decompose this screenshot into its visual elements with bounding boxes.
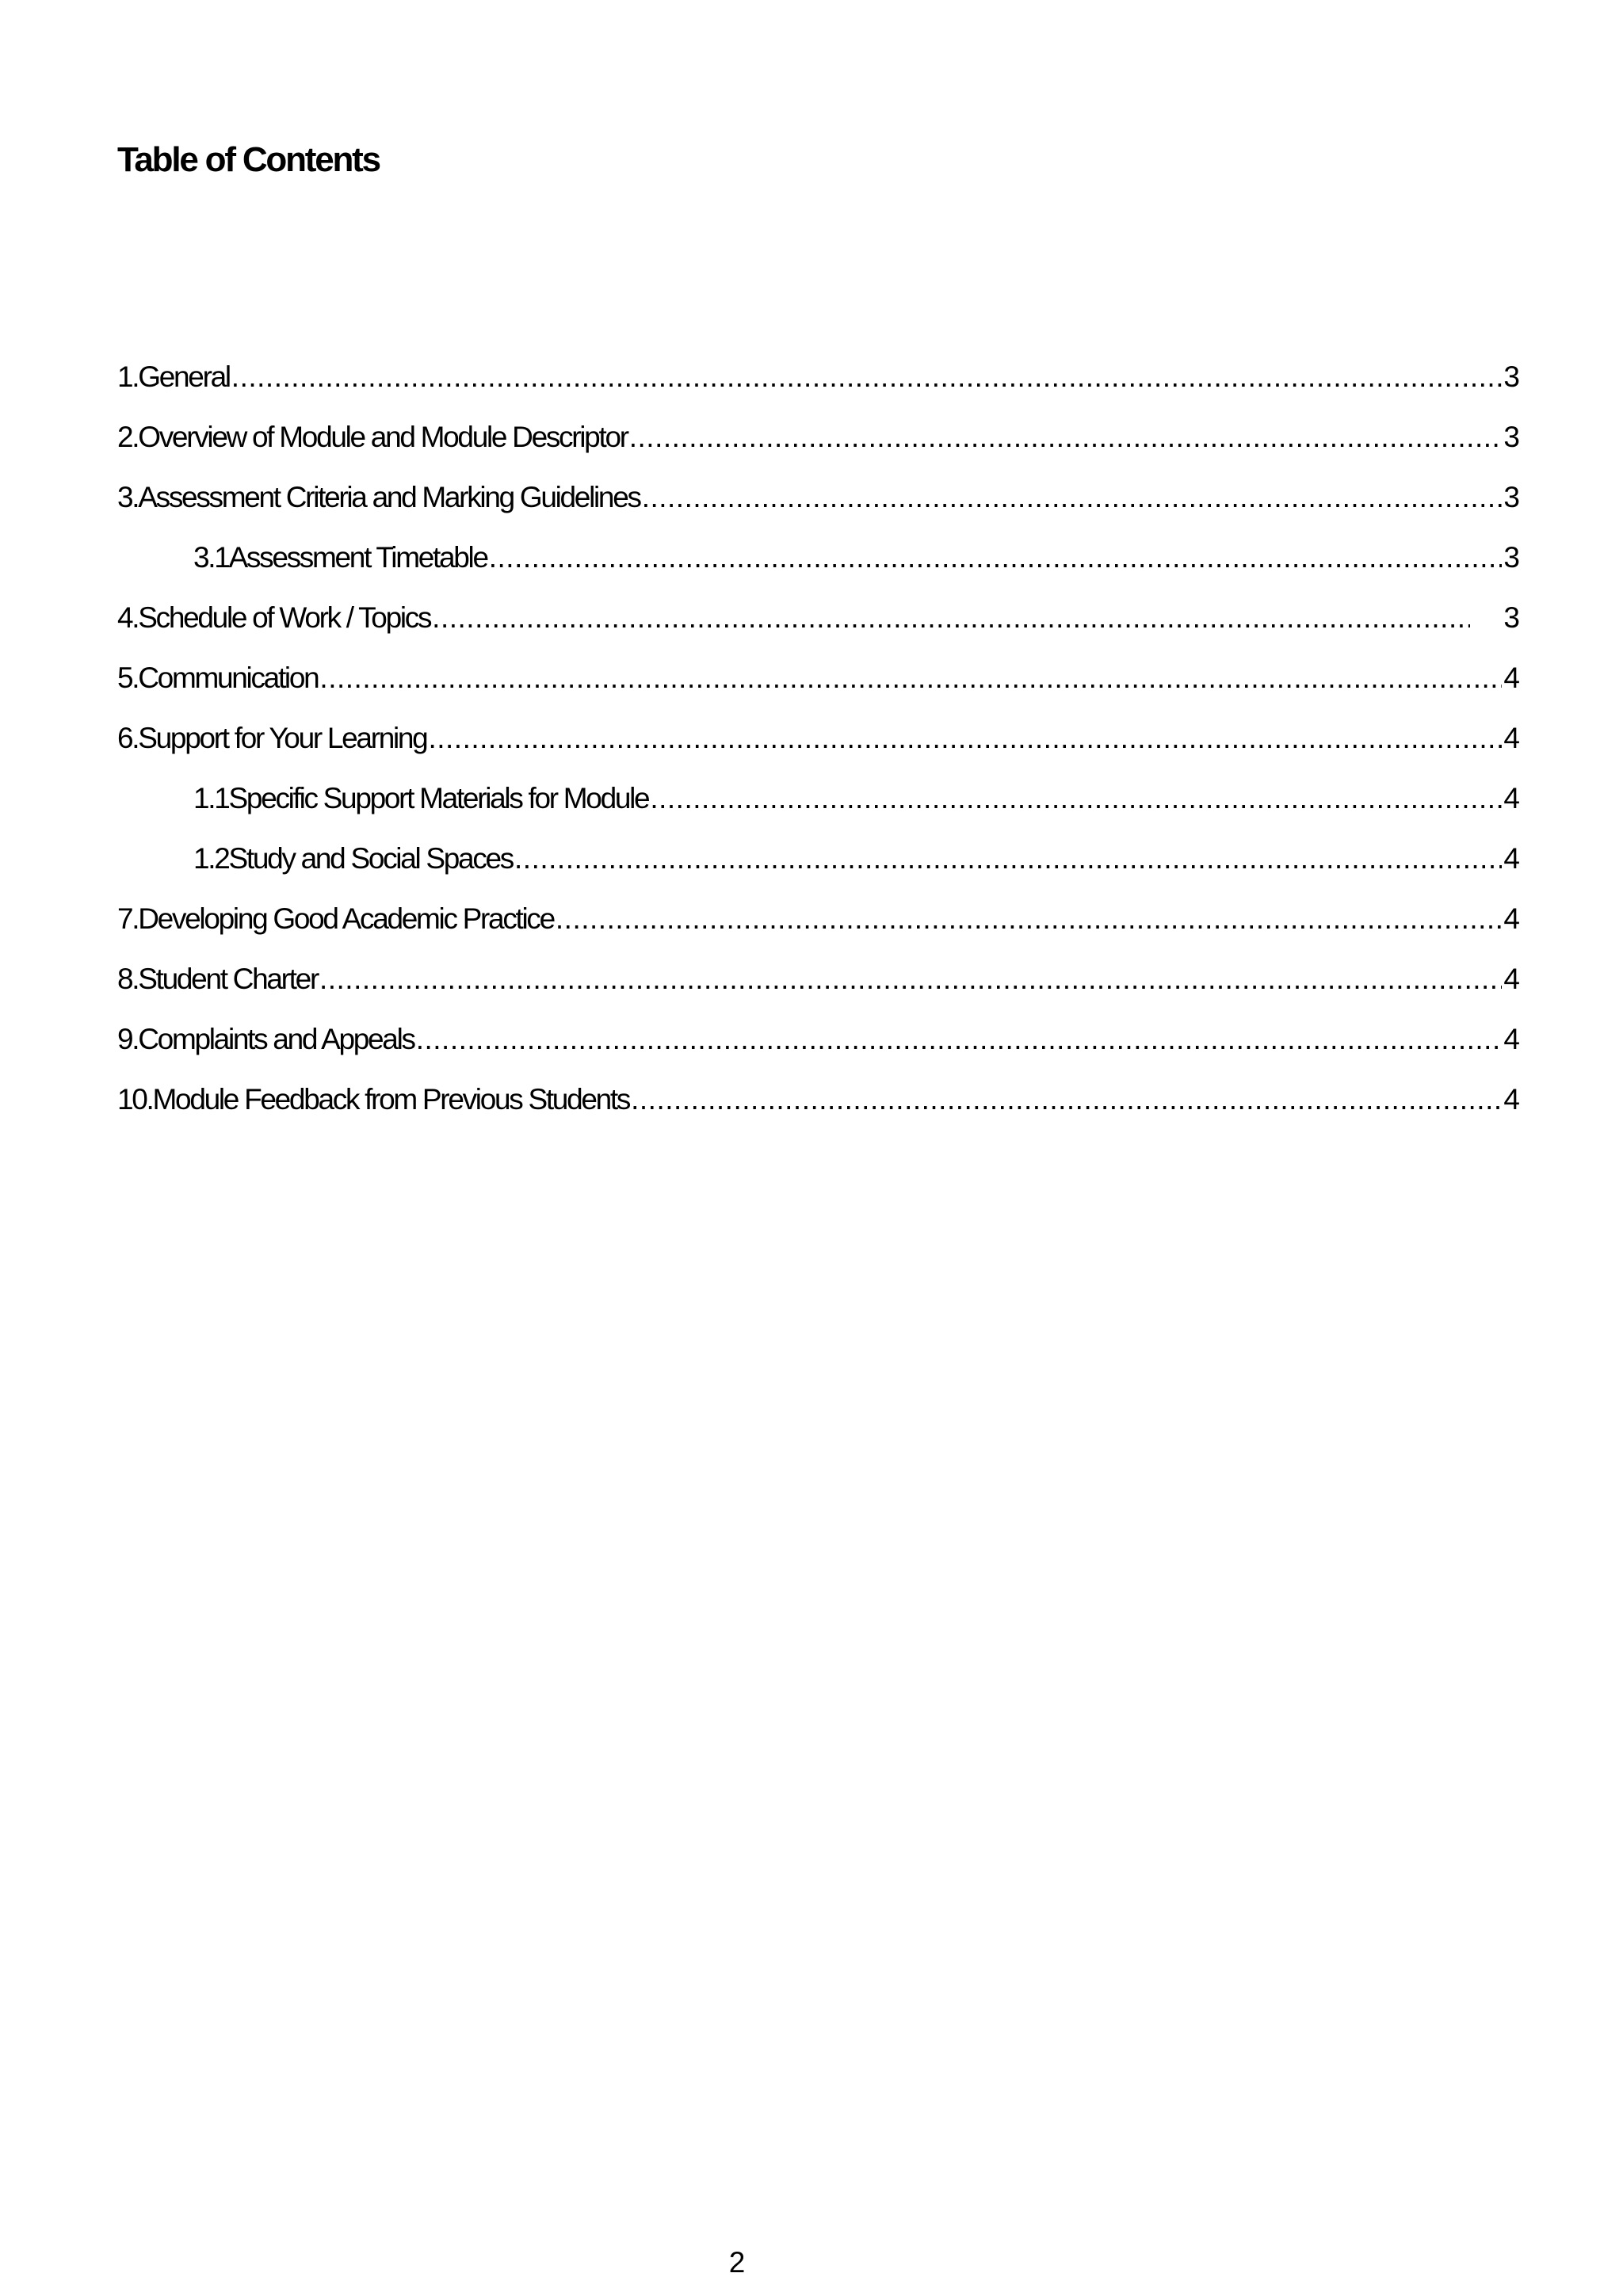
toc-entry[interactable] — [117, 959, 1520, 1019]
toc-entry[interactable] — [117, 477, 1520, 537]
toc-entry[interactable] — [117, 417, 1520, 477]
toc-dot-leader — [650, 778, 1502, 819]
toc-entry[interactable] — [117, 597, 1520, 658]
toc-dot-leader — [428, 718, 1502, 759]
toc-entry-title: 1.2Study and Social Spaces — [193, 842, 514, 875]
toc-entry[interactable] — [117, 1019, 1520, 1079]
toc-list — [117, 357, 1520, 1139]
toc-dot-leader — [631, 1079, 1502, 1120]
toc-entry-page: 4 — [1503, 963, 1520, 995]
toc-entry-page: 3 — [1503, 481, 1520, 513]
toc-entry[interactable] — [117, 1079, 1520, 1139]
toc-dot-leader — [489, 537, 1503, 578]
toc-entry-title: 3.1Assessment Timetable — [193, 541, 487, 574]
toc-entry-page: 4 — [1503, 842, 1520, 875]
toc-entry-title: 10.Module Feedback from Previous Students — [117, 1083, 630, 1116]
toc-entry[interactable] — [117, 658, 1520, 718]
toc-entry[interactable] — [117, 778, 1520, 838]
toc-dot-leader — [642, 477, 1503, 518]
toc-entry-title: 9.Complaints and Appeals — [117, 1023, 414, 1055]
toc-entry-title: 8.Student Charter — [117, 963, 318, 995]
toc-entry[interactable] — [117, 898, 1520, 959]
toc-entry-title: 2.Overview of Module and Module Descriptor — [117, 421, 628, 453]
toc-entry-page: 3 — [1503, 360, 1520, 393]
toc-dot-leader — [231, 357, 1503, 398]
toc-entry-page: 4 — [1503, 722, 1520, 754]
toc-dot-leader — [319, 658, 1502, 699]
toc-entry-page: 4 — [1503, 782, 1520, 814]
toc-entry-page: 4 — [1503, 902, 1520, 935]
toc-dot-leader — [514, 838, 1502, 879]
toc-entry-page: 4 — [1503, 1023, 1520, 1055]
toc-heading: Table of Contents — [117, 140, 380, 179]
toc-entry[interactable] — [117, 537, 1520, 597]
toc-entry-title: 6.Support for Your Learning — [117, 722, 427, 754]
toc-entry-page: 3 — [1503, 421, 1520, 453]
toc-entry-page: 3 — [1503, 541, 1520, 574]
toc-entry-page: 3 — [1503, 601, 1520, 634]
page-number: 2 — [728, 2246, 746, 2279]
toc-entry-title: 4.Schedule of Work / Topics — [117, 601, 431, 634]
toc-entry-title: 1.1Specific Support Materials for Module — [193, 782, 649, 814]
toc-dot-leader — [556, 898, 1503, 940]
toc-entry[interactable] — [117, 718, 1520, 778]
toc-dot-leader — [629, 417, 1503, 458]
toc-entry-title: 5.Communication — [117, 662, 319, 694]
toc-entry-title: 1.General — [117, 360, 230, 393]
toc-dot-leader — [319, 959, 1502, 1000]
toc-entry[interactable] — [117, 838, 1520, 898]
toc-dot-leader — [416, 1019, 1503, 1060]
toc-entry-page: 4 — [1503, 662, 1520, 694]
toc-entry[interactable] — [117, 357, 1520, 417]
toc-entry-title: 7.Developing Good Academic Practice — [117, 902, 554, 935]
toc-dot-leader — [432, 597, 1470, 639]
toc-entry-title: 3.Assessment Criteria and Marking Guidelines — [117, 481, 640, 513]
toc-entry-page: 4 — [1503, 1083, 1520, 1116]
